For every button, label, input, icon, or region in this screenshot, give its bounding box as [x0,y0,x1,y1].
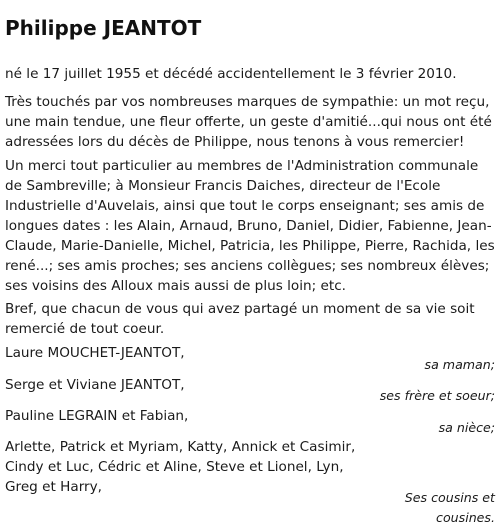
signature-relation: cousines. [436,510,495,525]
signature-relation: Ses cousins et [404,490,495,505]
signature-relation: sa nièce; [438,420,495,435]
signature-name: Arlette, Patrick et Myriam, Katty, Annick et Casimir, [5,439,356,455]
signature-name: Cindy et Luc, Cédric et Aline, Steve et Lionel, Lyn, [5,459,344,475]
page-title: Philippe JEANTOT [5,16,202,40]
closing-paragraph: Bref, que chacun de vous qui avez partagé un moment de sa vie soit remercié de tout coeur. [5,301,475,337]
special-thanks-paragraph: Un merci tout particulier au membres de l'Administration communale de Sambreville; à Monsieur Francis Daiches, directeur de l'Ecole Industrielle d'Auvelais, ainsi que tout le corps enseignant; ses amis de longues dates : les Alain, Arnaud, Bruno, Daniel, Didier, Fabienne, Jean-Claude, Marie-Danielle, Michel, Patricia, les Philippe, Pierre, Rachida, les rené...; ses amis proches; ses anciens collègues; ses nombreux élèves; ses voisins des Alloux mais aussi de plus loin; etc. [5,158,495,294]
thanks-paragraph: Très touchés par vos nombreuses marques de sympathie: un mot reçu, une main tendue, une fleur offerte, un geste d'amitié...qui nous ont été adressées lors du décès de Philippe, nous tenons à vous remercier! [5,94,492,150]
signature-name: Greg et Harry, [5,479,103,495]
signature-name: Laure MOUCHET-JEANTOT, [5,345,185,361]
birth-death-line: né le 17 juillet 1955 et décédé accidentellement le 3 février 2010. [5,66,457,82]
signature-name: Pauline LEGRAIN et Fabian, [5,408,189,424]
signature-name: Serge et Viviane JEANTOT, [5,377,185,393]
signature-relation: sa maman; [424,357,495,372]
signature-relation: ses frère et soeur; [379,388,495,403]
